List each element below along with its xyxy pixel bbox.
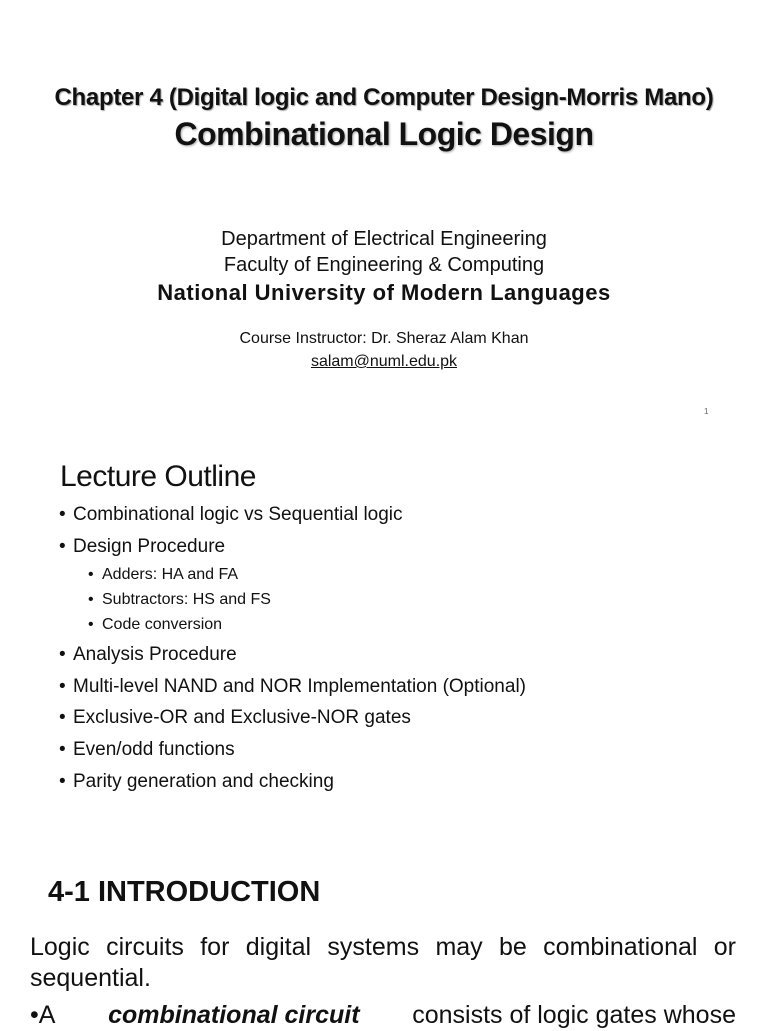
university-name: National University of Modern Languages (157, 280, 611, 305)
instructor-email-link[interactable]: salam@numl.edu.pk (310, 353, 458, 370)
intro-bullet-rest: consists of logic gates whose (412, 1001, 736, 1029)
intro-bullet-lead (30, 1000, 55, 1031)
bullet-icon: • (59, 504, 66, 525)
instructor-text: Course Instructor: Dr. Sheraz Alam Khan (239, 330, 529, 347)
faculty-text: Faculty of Engineering & Computing (223, 254, 545, 276)
bullet-icon: • (88, 616, 94, 633)
department-text: Department of Electrical Engineering (221, 228, 547, 250)
outline-item (59, 707, 411, 729)
outline-item-text: Combinational logic vs Sequential logic (73, 504, 403, 525)
intro-paragraph-line: Logic circuits for digital systems may be combinational or (30, 933, 736, 961)
outline-subitem (88, 616, 222, 634)
outline-item-text: Code conversion (102, 616, 223, 633)
outline-item (59, 504, 403, 526)
bullet-icon: • (88, 591, 94, 608)
outline-item-text: Multi-level NAND and NOR Implementation (Optional) (73, 676, 526, 697)
bullet-icon: • (59, 536, 66, 557)
outline-item-text: Exclusive-OR and Exclusive-NOR gates (73, 707, 411, 728)
main-title: Combinational Logic Design (174, 116, 594, 152)
bullet-icon: • (59, 707, 66, 728)
outline-item-text: Adders: HA and FA (102, 566, 239, 583)
outline-item (59, 771, 334, 793)
intro-bullet-emphasis: combinational circuit (108, 1001, 360, 1029)
outline-item-text: Subtractors: HS and FS (102, 591, 271, 608)
outline-item-text: Even/odd functions (73, 739, 235, 760)
outline-item (59, 644, 237, 666)
outline-item-text: Parity generation and checking (73, 771, 334, 792)
bullet-icon: • (59, 644, 66, 665)
intro-slide (0, 860, 768, 1029)
outline-title: Lecture Outline (60, 460, 256, 493)
bullet-icon: • (59, 676, 66, 697)
outline-item (59, 536, 225, 558)
page-number: 1 (704, 407, 709, 416)
outline-item-text: Analysis Procedure (73, 644, 237, 665)
title-slide (0, 0, 768, 430)
bullet-icon: • (59, 771, 66, 792)
intro-paragraph (30, 932, 736, 994)
bullet-icon: • (88, 566, 94, 583)
outline-subitem (88, 566, 238, 584)
intro-heading: 4-1 INTRODUCTION (48, 876, 321, 908)
outline-item-text: Design Procedure (73, 536, 226, 557)
bullet-icon: • (30, 1001, 39, 1029)
outline-item (59, 739, 235, 761)
outline-item (59, 676, 526, 698)
outline-slide (0, 440, 768, 830)
intro-bullet-prefix: A (38, 1001, 56, 1029)
outline-subitem (88, 591, 271, 609)
intro-bullet (30, 1000, 736, 1031)
chapter-heading: Chapter 4 (Digital logic and Computer Design-Morris Mano) (54, 84, 714, 111)
bullet-icon: • (59, 739, 66, 760)
intro-paragraph-line: sequential. (30, 964, 151, 992)
